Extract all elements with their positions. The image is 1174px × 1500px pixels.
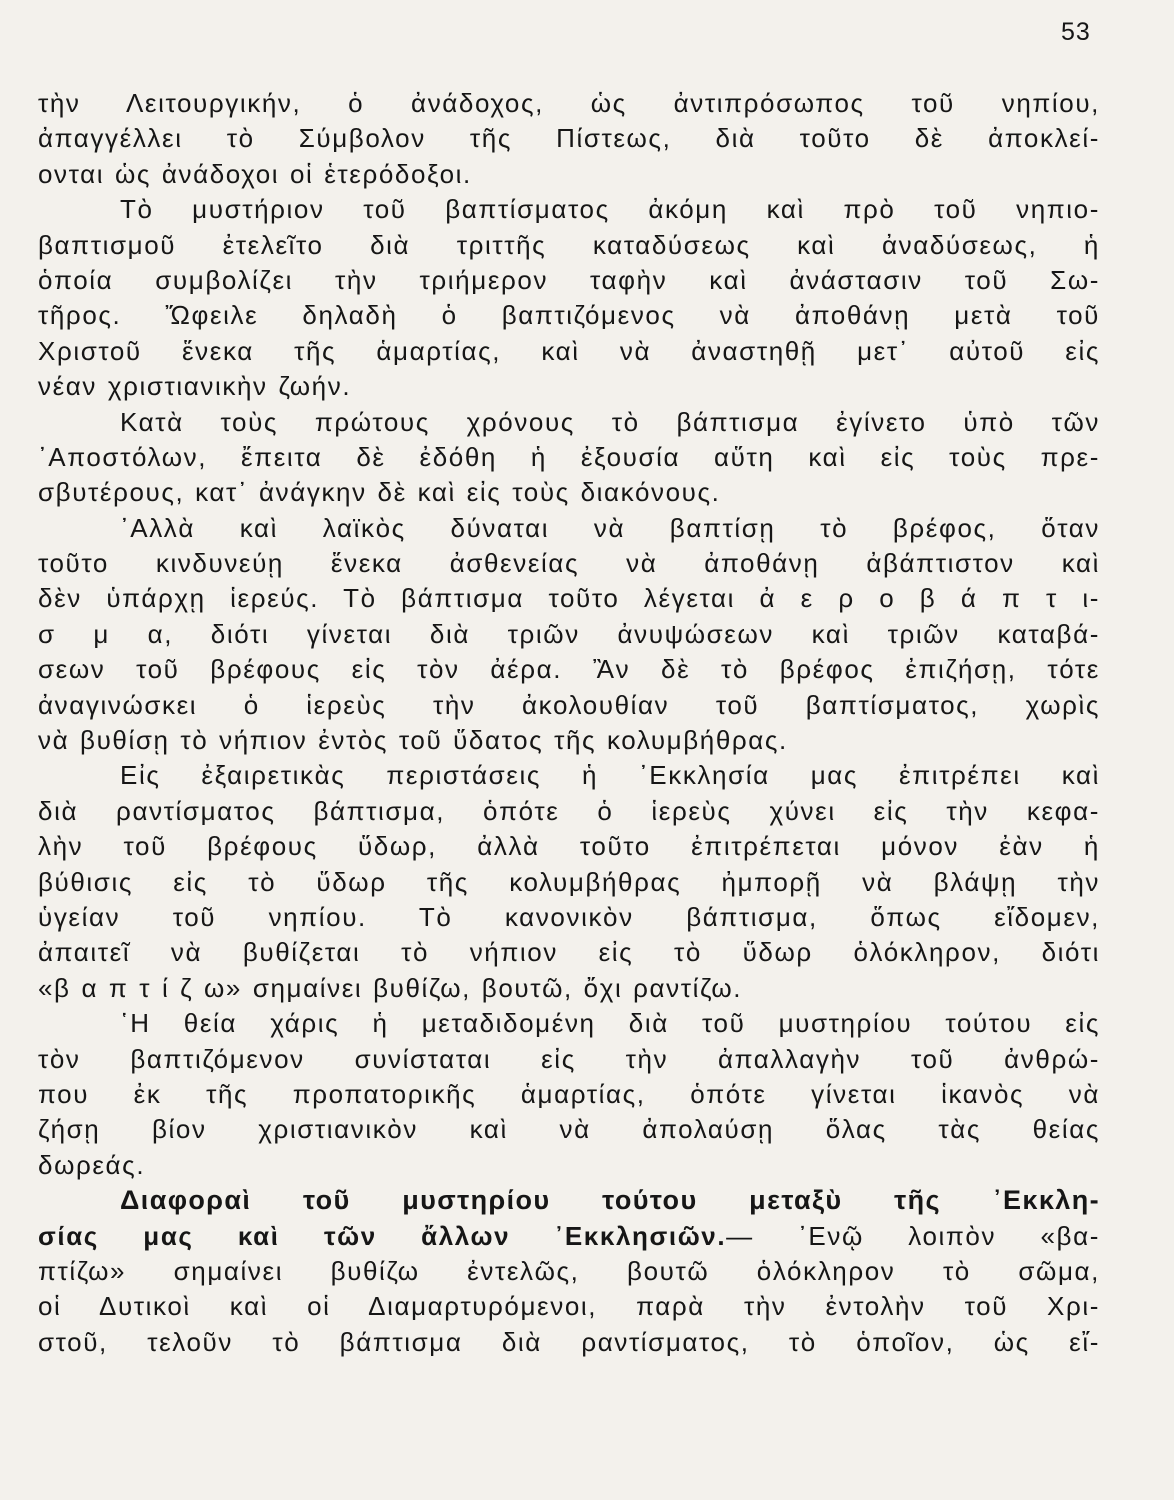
text-line: νὰ βυθίσῃ τὸ νήπιον ἐντὸς τοῦ ὕδατος τῆς κολυμβήθρας. (38, 725, 788, 756)
text-line: ζήσῃ βίον χριστιανικὸν καὶ νὰ ἀπολαύσῃ ὅλας τὰς θείας (38, 1114, 1100, 1145)
text-line: βύθισις εἰς τὸ ὕδωρ τῆς κολυμβήθρας ἠμπορῇ νὰ βλάψῃ τὴν (38, 866, 1100, 897)
text-line: ᾽Αποστόλων, ἔπειτα δὲ ἐδόθη ἡ ἐξουσία αὕτη καὶ εἰς τοὺς πρε- (38, 441, 1100, 472)
text-line: οἱ Δυτικοὶ καὶ οἱ Διαμαρτυρόμενοι, παρὰ τὴν ἐντολὴν τοῦ Χρι- (38, 1291, 1100, 1322)
text-line: σ μ α, διότι γίνεται διὰ τριῶν ἀνυψώσεων καὶ τριῶν καταβά- (38, 618, 1100, 649)
body-text (38, 86, 1100, 1360)
text-line: που ἐκ τῆς προπατορικῆς ἁμαρτίας, ὁπότε γίνεται ἱκανὸς νὰ (38, 1078, 1100, 1109)
text-line: σεων τοῦ βρέφους εἰς τὸν ἀέρα. Ἂν δὲ τὸ βρέφος ἐπιζήσῃ, τότε (38, 654, 1100, 685)
text-line: ἀναγινώσκει ὁ ἱερεὺς τὴν ἀκολουθίαν τοῦ βαπτίσματος, χωρὶς (38, 689, 1100, 720)
section-heading-continuation (38, 1219, 1100, 1254)
text-line: σβυτέρους, κατ᾽ ἀνάγκην δὲ καὶ εἰς τοὺς διακόνους. (38, 477, 721, 508)
text-line: Εἰς ἐξαιρετικὰς περιστάσεις ἡ ᾽Εκκλησία μας ἐπιτρέπει καὶ (120, 760, 1100, 791)
text-line: ονται ὡς ἀνάδοχοι οἱ ἑτερόδοξοι. (38, 158, 472, 189)
text-line: ἀπαγγέλλει τὸ Σύμβολον τῆς Πίστεως, διὰ τοῦτο δὲ ἀποκλεί- (38, 123, 1100, 154)
text-line: ὑγείαν τοῦ νηπίου. Τὸ κανονικὸν βάπτισμα, ὅπως εἴδομεν, (38, 901, 1100, 932)
text-line: «β α π τ ί ζ ω» σημαίνει βυθίζω, βουτῶ, ὄχι ραντίζω. (38, 972, 743, 1003)
text-line: στοῦ, τελοῦν τὸ βάπτισμα διὰ ραντίσματος, τὸ ὁποῖον, ὡς εἴ- (38, 1326, 1100, 1357)
text-line: δὲν ὑπάρχῃ ἱερεύς. Τὸ βάπτισμα τοῦτο λέγεται ἀ ε ρ ο β ά π τ ι- (38, 583, 1100, 614)
section-heading: Διαφοραὶ τοῦ μυστηρίου τούτου μεταξὺ τῆς ᾽Εκκλη- (120, 1185, 1100, 1216)
text-line: διὰ ραντίσματος βάπτισμα, ὁπότε ὁ ἱερεὺς χύνει εἰς τὴν κεφα- (38, 795, 1100, 826)
text-line: τὴν Λειτουργικήν, ὁ ἀνάδοχος, ὡς ἀντιπρόσωπος τοῦ νηπίου, (38, 88, 1100, 118)
text-line: λὴν τοῦ βρέφους ὕδωρ, ἀλλὰ τοῦτο ἐπιτρέπεται μόνον ἐὰν ἡ (38, 831, 1100, 862)
text-line: ὁποία συμβολίζει τὴν τριήμερον ταφὴν καὶ ἀνάστασιν τοῦ Σω- (38, 264, 1100, 295)
text-line: βαπτισμοῦ ἐτελεῖτο διὰ τριττῆς καταδύσεως καὶ ἀναδύσεως, ἡ (38, 229, 1100, 260)
text-line: τοῦτο κινδυνεύῃ ἕνεκα ἀσθενείας νὰ ἀποθάνῃ ἀβάπτιστον καὶ (38, 548, 1100, 579)
text-line: ἀπαιτεῖ νὰ βυθίζεται τὸ νήπιον εἰς τὸ ὕδωρ ὁλόκληρον, διότι (38, 937, 1100, 968)
text-line: ᾽Αλλὰ καὶ λαϊκὸς δύναται νὰ βαπτίσῃ τὸ βρέφος, ὅταν (120, 512, 1100, 543)
page-number: 53 (1061, 18, 1091, 46)
text-line: Κατὰ τοὺς πρώτους χρόνους τὸ βάπτισμα ἐγίνετο ὑπὸ τῶν (120, 406, 1100, 437)
text-line: δωρεάς. (38, 1149, 146, 1180)
text-line: πτίζω» σημαίνει βυθίζω ἐντελῶς, βουτῶ ὁλόκληρον τὸ σῶμα, (38, 1255, 1100, 1286)
section-text-start: — ᾽Ενῷ λοιπὸν «βα- (726, 1220, 1100, 1251)
text-line: τὸν βαπτιζόμενον συνίσταται εἰς τὴν ἀπαλλαγὴν τοῦ ἀνθρώ- (38, 1043, 1100, 1074)
text-line: Τὸ μυστήριον τοῦ βαπτίσματος ἀκόμη καὶ πρὸ τοῦ νηπιο- (120, 194, 1100, 225)
text-line: τῆρος. Ὤφειλε δηλαδὴ ὁ βαπτιζόμενος νὰ ἀποθάνῃ μετὰ τοῦ (38, 300, 1100, 331)
text-line: νέαν χριστιανικὴν ζωήν. (38, 371, 352, 402)
text-line: ῾Η θεία χάρις ἡ μεταδιδομένη διὰ τοῦ μυστηρίου τούτου εἰς (120, 1008, 1100, 1039)
section-heading-end: σίας μας καὶ τῶν ἄλλων ᾽Εκκλησιῶν. (38, 1220, 727, 1251)
text-line: Χριστοῦ ἕνεκα τῆς ἁμαρτίας, καὶ νὰ ἀναστηθῇ μετ᾽ αὐτοῦ εἰς (38, 335, 1100, 366)
